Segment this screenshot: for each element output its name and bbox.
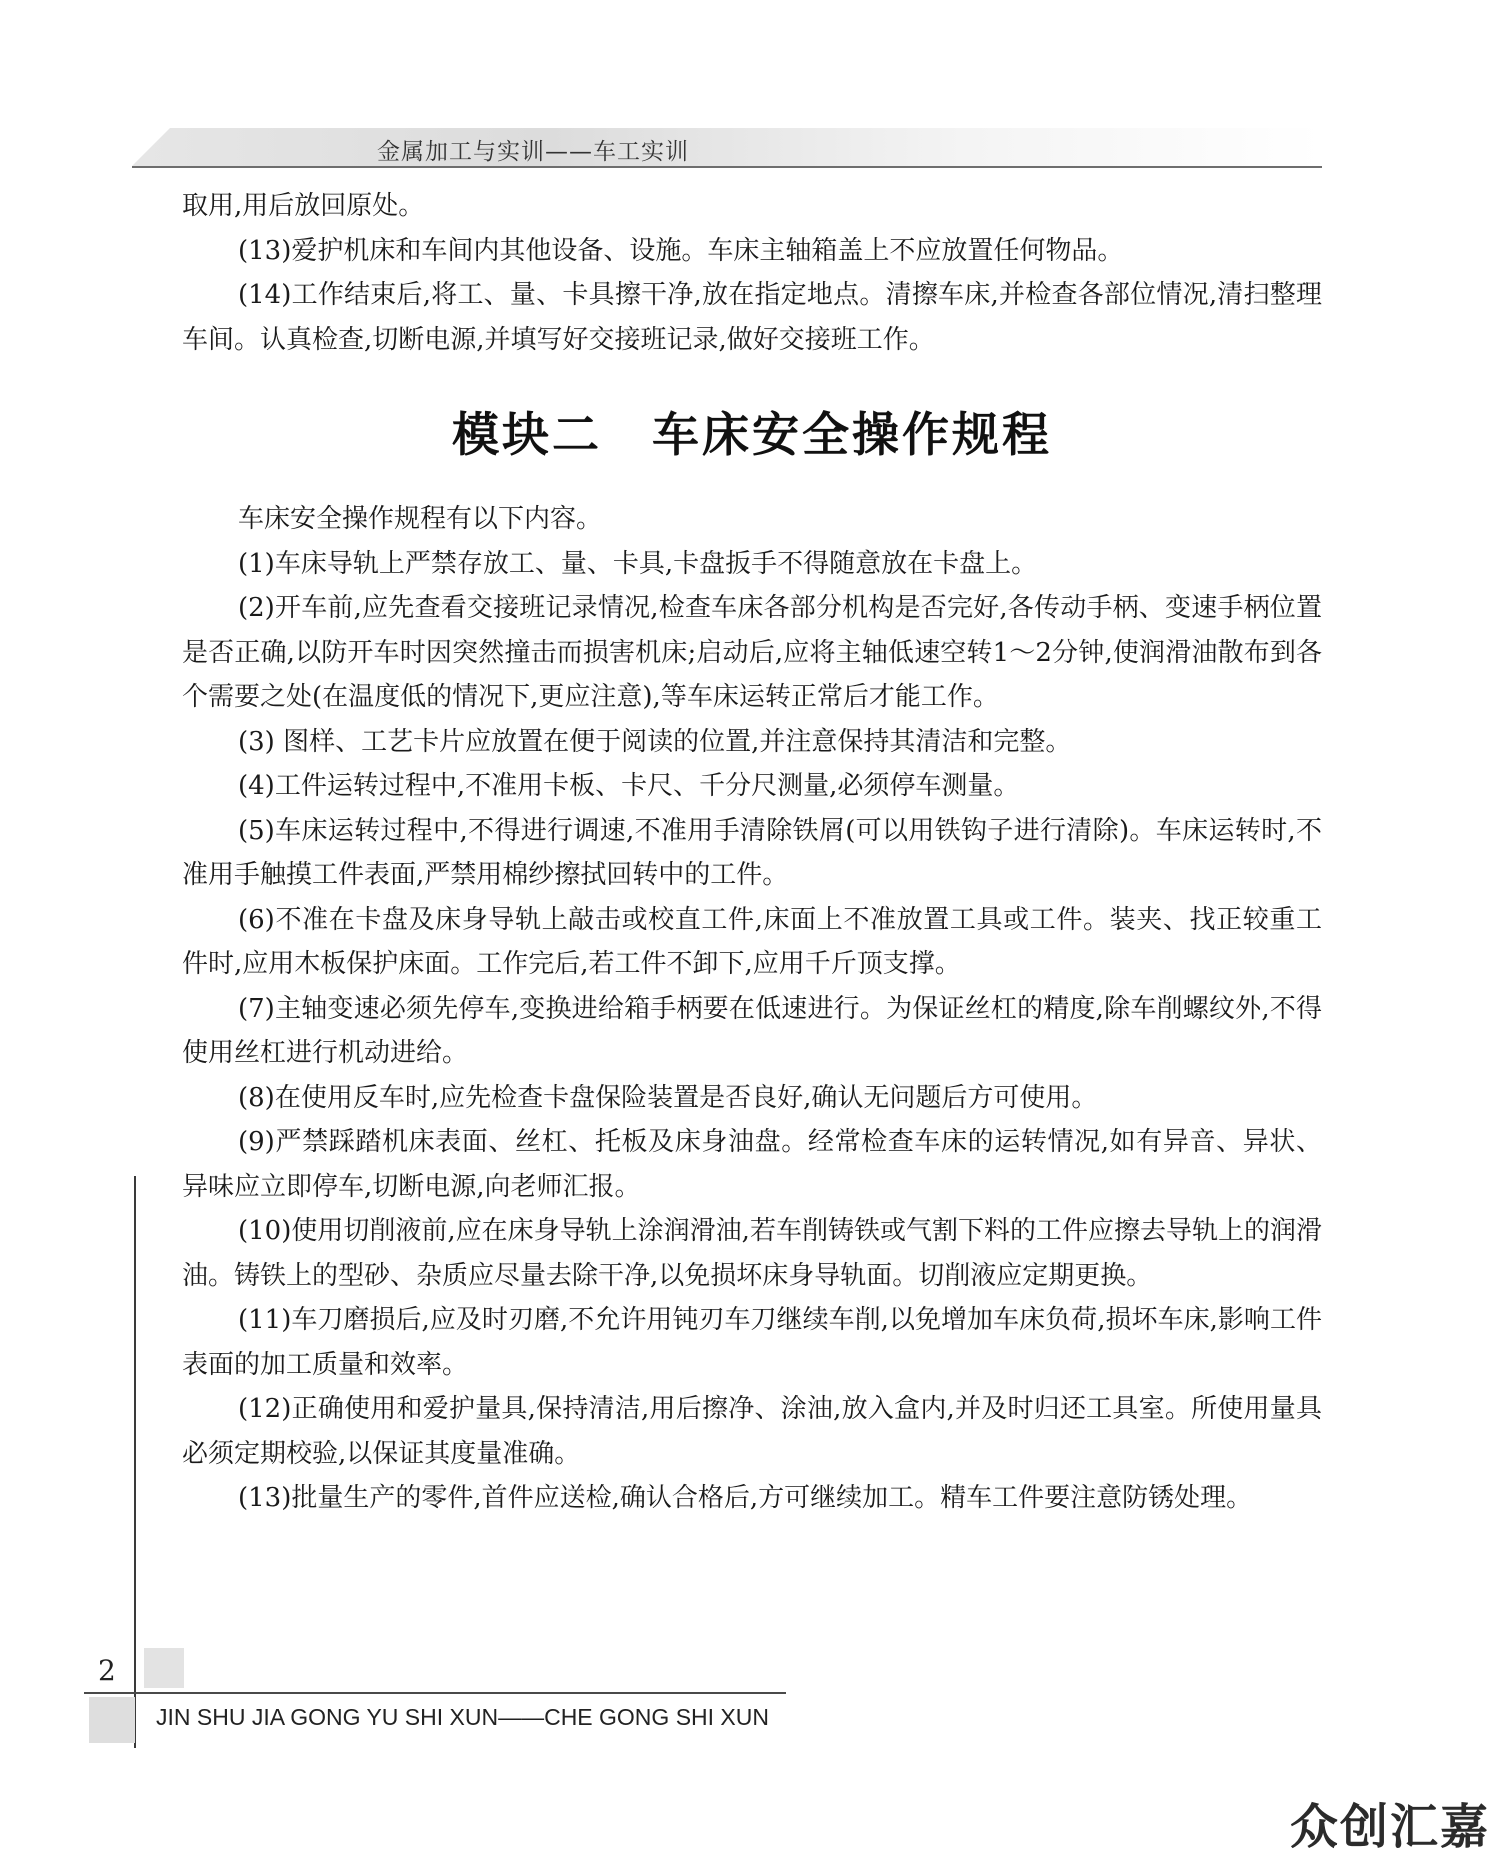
- rule-item: (11)车刀磨损后,应及时刃磨,不允许用钝刃车刀继续车削,以免增加车床负荷,损坏车床,影响工件表面的加工质量和效率。: [182, 1305, 1322, 1380]
- rule-item: (9)严禁踩踏机床表面、丝杠、托板及床身油盘。经常检查车床的运转情况,如有异音、异状、异味应立即停车,切断电源,向老师汇报。: [182, 1127, 1322, 1202]
- rule-item: (1)车床导轨上严禁存放工、量、卡具,卡盘扳手不得随意放在卡盘上。: [238, 548, 1038, 579]
- running-header-title: 金属加工与实训——车工实训: [377, 139, 689, 165]
- header-band: [132, 128, 1322, 166]
- rule-item: (8)在使用反车时,应先检查卡盘保险装置是否良好,确认无问题后方可使用。: [238, 1082, 1098, 1113]
- side-rule: [134, 1176, 136, 1748]
- rule-item: (7)主轴变速必须先停车,变换进给箱手柄要在低速进行。为保证丝杠的精度,除车削螺纹外,不得使用丝杠进行机动进给。: [182, 993, 1322, 1068]
- paragraph-item-14: (14)工作结束后,将工、量、卡具擦干净,放在指定地点。清擦车床,并检查各部位情况,清扫整理车间。认真检查,切断电源,并填写好交接班记录,做好交接班工作。: [182, 280, 1322, 355]
- running-footer-title: JIN SHU JIA GONG YU SHI XUN——CHE GONG SHI XUN: [156, 1704, 769, 1730]
- rule-item: (10)使用切削液前,应在床身导轨上涂润滑油,若车削铸铁或气割下料的工件应擦去导轨上的润滑油。铸铁上的型砂、杂质应尽量去除干净,以免损坏床身导轨面。切削液应定期更换。: [182, 1216, 1322, 1291]
- intro-section: [182, 184, 1322, 362]
- module-intro: 车床安全操作规程有以下内容。: [238, 504, 603, 534]
- module-heading: 模块二 车床安全操作规程: [452, 408, 1052, 463]
- rule-item: (5)车床运转过程中,不得进行调速,不准用手清除铁屑(可以用铁钩子进行清除)。车床运转时,不准用手触摸工件表面,严禁用棉纱擦拭回转中的工件。: [182, 815, 1322, 890]
- rule-item: (4)工件运转过程中,不准用卡板、卡尺、千分尺测量,必须停车测量。: [238, 771, 1020, 801]
- paragraph-continuation: 取用,用后放回原处。: [182, 191, 425, 221]
- paragraph-item-13: (13)爱护机床和车间内其他设备、设施。车床主轴箱盖上不应放置任何物品。: [238, 235, 1124, 266]
- rule-item: (6)不准在卡盘及床身导轨上敲击或校直工件,床面上不准放置工具或工件。装夹、找正较重工件时,应用木板保护床面。工作完后,若工件不卸下,应用千斤顶支撑。: [182, 904, 1322, 979]
- page-number: 2: [98, 1654, 116, 1687]
- footer-square-small: [144, 1648, 184, 1688]
- footer-square-large: [89, 1697, 135, 1743]
- rule-item: (3) 图样、工艺卡片应放置在便于阅读的位置,并注意保持其清洁和完整。: [238, 726, 1072, 757]
- rule-item: (12)正确使用和爱护量具,保持清洁,用后擦净、涂油,放入盒内,并及时归还工具室。所使用量具必须定期校验,以保证其度量准确。: [182, 1394, 1322, 1469]
- header-rule: [132, 166, 1322, 168]
- watermark-logo: 众创汇嘉: [1289, 1799, 1490, 1855]
- rule-item: (2)开车前,应先查看交接班记录情况,检查车床各部分机构是否完好,各传动手柄、变速手柄位置是否正确,以防开车时因突然撞击而损害机床;启动后,应将主轴低速空转1～2分钟,使润滑油散布到各个需要之处(在温度低的情况下,更应注意),等车床运转正常后才能工作。: [182, 593, 1322, 712]
- rule-item: (13)批量生产的零件,首件应送检,确认合格后,方可继续加工。精车工件要注意防锈处理。: [238, 1483, 1253, 1513]
- footer-rule: [84, 1692, 786, 1694]
- module-body: [182, 497, 1322, 1521]
